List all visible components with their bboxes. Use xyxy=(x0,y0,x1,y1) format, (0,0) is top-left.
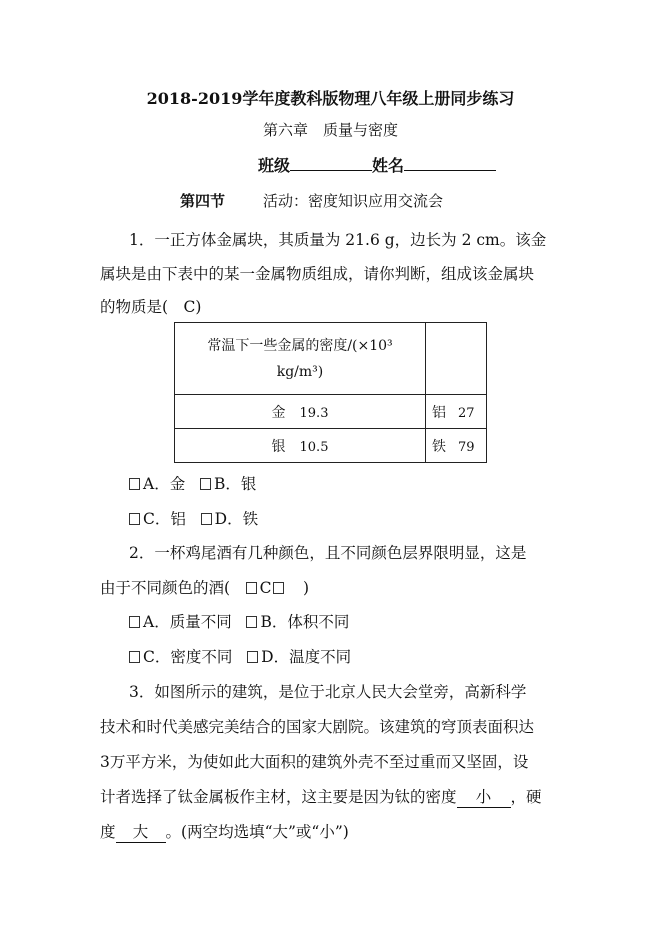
q1-line3: 的物质是( C) xyxy=(100,298,202,316)
q2-line2-prefix: 由于不同颜色的酒( xyxy=(100,579,246,597)
answer-blank-1[interactable]: 小 xyxy=(457,785,511,808)
q3-line4-suffix: ，硬 xyxy=(510,788,542,806)
answer-box-right xyxy=(273,582,284,594)
table-cell-left xyxy=(175,395,426,429)
q3-line1: 3．如图所示的建筑，是位于北京人民大会堂旁，高新科学 xyxy=(129,683,527,701)
table-header-line2: kg/m³) xyxy=(276,363,324,380)
q2-line1: 2．一杯鸡尾酒有几种颜色，且不同颜色层界限明显，这是 xyxy=(129,544,527,562)
q3-line5-suffix: 。(两空均选填“大”或“小”) xyxy=(165,823,349,841)
q3-line3: 3万平方米，为使如此大面积的建筑外壳不至过重而又坚固，设 xyxy=(100,753,529,771)
page-title: 2018-2019学年度教科版物理八年级上册同步练习 xyxy=(146,89,515,108)
table-cell-left xyxy=(175,429,426,463)
metal-name: 银 xyxy=(271,438,286,455)
density-table xyxy=(174,322,487,463)
class-name-line xyxy=(258,153,496,176)
q2-line2 xyxy=(100,576,309,598)
q1-options-row1 xyxy=(129,472,256,494)
option-d[interactable]: D．铁 xyxy=(214,510,259,528)
option-c[interactable]: C．密度不同 xyxy=(143,648,233,666)
checkbox-b[interactable] xyxy=(200,478,211,490)
option-a[interactable]: A．金 xyxy=(143,475,186,493)
name-label: 姓名 xyxy=(372,156,405,175)
metal-name: 铝 xyxy=(432,404,446,421)
option-c[interactable]: C．铝 xyxy=(143,510,186,528)
checkbox-d[interactable] xyxy=(247,651,258,663)
class-blank[interactable] xyxy=(290,154,372,171)
table-row xyxy=(175,429,487,463)
table-cell-right xyxy=(426,395,487,429)
q1-options-row2 xyxy=(129,507,258,529)
answer-box-left xyxy=(246,582,257,594)
table-header-row xyxy=(175,323,487,395)
q2-options-row2 xyxy=(129,645,351,667)
section-number: 第四节 xyxy=(180,192,226,210)
checkbox-a[interactable] xyxy=(129,616,140,628)
table-header-line1: 常温下一些金属的密度/(×10³ xyxy=(207,337,393,354)
metal-name: 铁 xyxy=(432,438,446,455)
name-blank[interactable] xyxy=(404,154,496,171)
chapter-heading: 第六章 质量与密度 xyxy=(262,121,398,139)
table-header-empty xyxy=(426,323,487,395)
metal-density: 27 xyxy=(458,405,475,421)
checkbox-b[interactable] xyxy=(246,616,257,628)
q3-line2: 技术和时代美感完美结合的国家大剧院。该建筑的穹顶表面积达 xyxy=(100,718,535,736)
metal-density: 10.5 xyxy=(299,439,329,455)
table-header-cell xyxy=(175,323,426,395)
option-b[interactable]: B．银 xyxy=(213,475,257,493)
metal-density: 19.3 xyxy=(299,405,329,421)
checkbox-a[interactable] xyxy=(129,478,140,490)
metal-density: 79 xyxy=(458,439,475,455)
q3-line4 xyxy=(100,785,542,808)
option-d[interactable]: D．温度不同 xyxy=(261,648,352,666)
checkbox-d[interactable] xyxy=(201,513,212,525)
q3-line5-prefix: 度 xyxy=(100,823,116,841)
section-heading xyxy=(180,190,443,211)
q1-line2: 属块是由下表中的某一金属物质组成，请你判断，组成该金属块 xyxy=(100,265,535,283)
section-title: 活动：密度知识应用交流会 xyxy=(263,192,444,210)
q2-options-row1 xyxy=(129,610,349,632)
table-row xyxy=(175,395,487,429)
q3-line4-prefix: 计者选择了钛金属板作主材，这主要是因为钛的密度 xyxy=(100,788,457,806)
checkbox-c[interactable] xyxy=(129,651,140,663)
q3-line5 xyxy=(100,820,349,843)
metal-name: 金 xyxy=(271,404,286,421)
option-a[interactable]: A．质量不同 xyxy=(143,613,232,631)
table-cell-right xyxy=(426,429,487,463)
q1-line1: 1．一正方体金属块，其质量为 21.6 g，边长为 2 cm。该金 xyxy=(129,231,547,249)
class-label: 班级 xyxy=(258,156,291,175)
answer-blank-2[interactable]: 大 xyxy=(116,820,166,843)
option-b[interactable]: B．体积不同 xyxy=(260,613,350,631)
q2-line2-suffix: ) xyxy=(287,579,309,597)
q2-answer: C xyxy=(259,579,272,597)
checkbox-c[interactable] xyxy=(129,513,140,525)
